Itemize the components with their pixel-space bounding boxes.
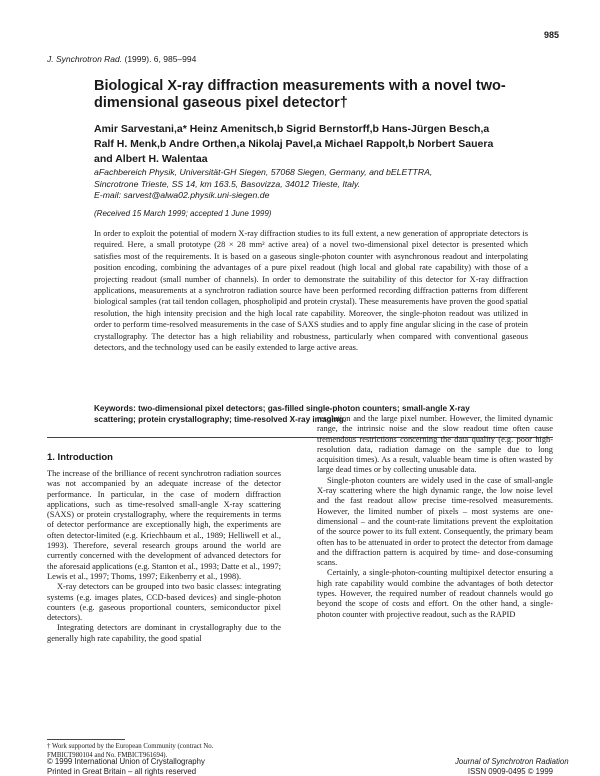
authors-line: Amir Sarvestani,a* Heinz Amenitsch,b Sigrid Bernstorff,b Hans-Jürgen Besch,a xyxy=(94,123,490,135)
page-number: 985 xyxy=(544,30,560,40)
right-column xyxy=(317,414,553,620)
left-column xyxy=(47,469,281,644)
paragraph: Integrating detectors are dominant in crystallography due to the generally high rate capability, the good spatial xyxy=(47,623,281,643)
copyright-footer xyxy=(47,757,205,776)
journal-footer-name: Journal of Synchrotron Radiation xyxy=(455,757,569,766)
paragraph: Single-photon counters are widely used in the case of small-angle X-ray scattering where the high dynamic range, the low noise level and the fast readout allow precise time-resolved measurements. However, the limited number of pixels – most systems are one-dimensional – and the count-rate limitations prevent the exploitation of the source power to its full extent. Consequently, the primary beam often has to be attenuated in order to protect the detector from damage and the diffraction pattern is acquired by time- and dose-consuming scans. xyxy=(317,475,553,568)
paragraph: The increase of the brilliance of recent synchrotron radiation sources was not accompanied by an adequate increase of the detector performance. In particular, in the case of modern diffraction applications, such as time-resolved small-angle X-ray scattering (SAXS) or protein crystallography, where the requirements in terms of detector performance are exceptionally high, the experiments are often detector-limited (e.g. Kriechbaum et al., 1989; Helliwell et al., 1993). Therefore, several research groups around the world are currently concerned with the development of advanced detectors for the aforesaid applications (e.g. Stanton et al., 1993; Datte et al., 1997; Lewis et al., 1997; Thoms, 1997; Eikenberry et al., 1998). xyxy=(47,469,281,581)
paper-title xyxy=(94,78,534,112)
affiliation xyxy=(94,167,534,202)
contact-email: E-mail: sarvest@alwa02.physik.uni-siegen.de xyxy=(94,190,270,200)
journal-footer xyxy=(455,757,569,776)
authors-line: Ralf H. Menk,b Andre Orthen,a Nikolaj Pavel,a Michael Rappolt,b Norbert Sauera xyxy=(94,138,494,150)
keywords-line: Keywords: two-dimensional pixel detectors; gas-filled single-photon counters; small-angle X-ray xyxy=(94,404,470,413)
title-line: dimensional gaseous pixel detector† xyxy=(94,95,348,111)
copyright-line: © 1999 International Union of Crystallography xyxy=(47,757,205,766)
paragraph: resolution and the large pixel number. However, the limited dynamic range, the intrinsic noise and the slow readout time often cause tremendous restrictions concerning the data quality (e.g. poor high-resolution data, radiation damage on the sample due to long acquisition times). As a result, valuable beam time is often wasted by large dead times or by collecting unusable data. xyxy=(317,414,553,475)
affiliation-line: Sincrotrone Trieste, SS 14, km 163.5, Basovizza, 34012 Trieste, Italy. xyxy=(94,178,361,189)
paragraph: Certainly, a single-photon-counting multipixel detector ensuring a high rate capability would combine the advantages of both detector types. However, the required number of readout channels would go beyond the scope of costs and effort. On the other hand, a single-photon counter with projective readout, such as the RAPID xyxy=(317,568,553,619)
author-list xyxy=(94,122,544,167)
footnote-line: FMBICT980104 and No. FMBICT961694). xyxy=(47,752,168,759)
issn-line: ISSN 0909-0495 © 1999 xyxy=(467,766,553,776)
journal-details: (1999). 6, 985–994 xyxy=(124,54,197,64)
footnote-divider xyxy=(47,739,125,740)
printed-line: Printed in Great Britain – all rights reserved xyxy=(47,766,197,776)
received-dates: (Received 15 March 1999; accepted 1 June 1999) xyxy=(94,209,272,218)
affiliation-line: aFachbereich Physik, Universität-GH Siegen, 57068 Siegen, Germany, and bELETTRA, xyxy=(94,167,433,177)
journal-name: J. Synchrotron Rad. xyxy=(47,54,123,64)
title-line: Biological X-ray diffraction measurements with a novel two- xyxy=(94,78,506,94)
section-heading: 1. Introduction xyxy=(47,452,113,463)
authors-line: and Albert H. Walentaa xyxy=(94,153,208,165)
footnote-line: † Work supported by the European Community (contract No. xyxy=(47,743,214,750)
journal-reference xyxy=(47,54,196,64)
paragraph: X-ray detectors can be grouped into two basic classes: integrating systems (e.g. images plates, CCD-based devices) and single-photon counters (e.g. gaseous proportional counters, semiconductor pixel detectors). xyxy=(47,582,281,623)
abstract: In order to exploit the potential of modern X-ray diffraction studies to its full extent, a new generation of appropriate detectors is required. Here, a small prototype (28 × 28 mm² active area) of a novel two-dimensional pixel detector is presented which satisfies most of the requirements. It is based on a gaseous single-photon counter with asynchronous readout and interpolating position encoding, combining the advantages of a pure pixel readout (high local and global rate capability) with those of a projecting readout (small number of channels). In order to demonstrate the suitability of this detector for X-ray diffraction applications, measurements at a synchrotron radiation source have been performed recording diffraction patterns from different biological samples (rat tail tendon collagen, phospholipid and protein crystal). These measurements have proven the good spatial resolution, the high intensity precision and the high local rate capability. Moreover, the single-photon readout was utilized in order to perform time-resolved measurements in the case of SAXS studies and to apply fine angular slicing in the case of protein crystallography. The detector has a high reliability and robustness, particularly when compared with conventional gaseous detectors, and the technology used can be easily extended to large active areas. xyxy=(94,229,528,353)
keywords-line: scattering; protein crystallography; time-resolved X-ray imaging. xyxy=(94,415,347,424)
